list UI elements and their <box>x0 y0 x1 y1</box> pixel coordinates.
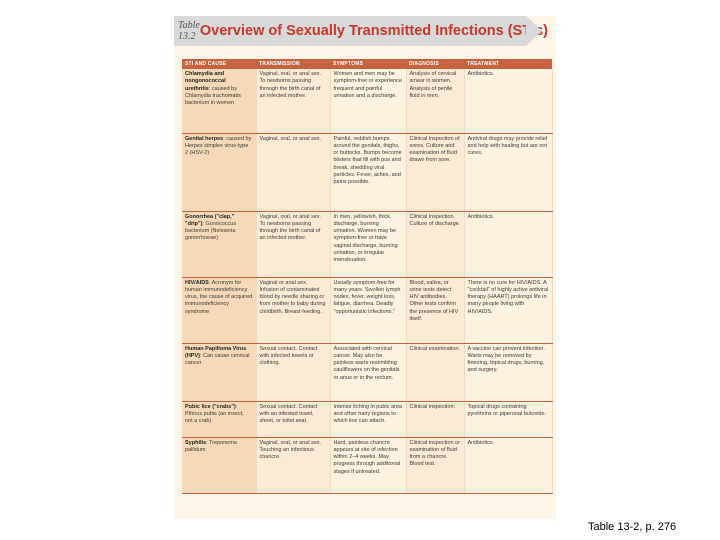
transmission-cell: Vaginal, oral, or anal sex. To newborns passing through the birth canal of an infected mother. <box>256 69 330 133</box>
symptoms-cell: Associated with cervical cancer. May also be painless warts resembling cauliflowers on the genitals or anus or in the rectum. <box>330 343 406 401</box>
diagnosis-cell: Clinical examination. <box>406 343 464 401</box>
treatment-cell: Antibiotics. <box>464 69 552 133</box>
disease-cause: : Treponema pallidum <box>185 439 237 453</box>
diagnosis-cell: Clinical inspection or examination of fluid from a chancre. Blood test. <box>406 437 464 493</box>
symptoms-cell: Painful, reddish bumps around the genitals, thighs, or buttocks. Bumps become blisters that fill with pus and break, shedding viral particles. Fever, aches, and pains possible. <box>330 133 406 211</box>
disease-name: Gonorrhea ("clap," "drip") <box>185 213 235 227</box>
table-header-row <box>182 59 552 69</box>
table-number-label: Table 13.2 <box>178 20 200 42</box>
disease-name: HIV/AIDS <box>185 279 209 286</box>
sti-and-cause-cell <box>182 133 256 211</box>
diagnosis-cell: Analysis of cervical smear in women. Analysis of penile fluid in men. <box>406 69 464 133</box>
disease-name: Chlamydia and nongonococcal urethritis <box>185 71 226 92</box>
column-header-transmission: TRANSMISSION <box>256 59 330 69</box>
diagnosis-cell: Clinical inspection of sores. Culture and examination of fluid drawn from sore. <box>406 133 464 211</box>
table-row <box>182 133 552 211</box>
table-row <box>182 343 552 401</box>
diagnosis-cell: Clinical inspection. <box>406 401 464 437</box>
transmission-cell: Sexual contact. Contact with infected towels or clothing. <box>256 343 330 401</box>
sti-and-cause-cell <box>182 277 256 343</box>
sti-and-cause-cell <box>182 437 256 493</box>
disease-name: Genital herpes <box>185 135 224 142</box>
table-title: Overview of Sexually Transmitted Infections (STIs) <box>199 23 548 39</box>
transmission-cell: Vaginal or anal sex. Infusion of contaminated blood by needle sharing or from mother to baby during childbirth. Breast-feeding. <box>256 277 330 343</box>
textbook-page <box>174 16 556 519</box>
disease-cause: : Gonococcus bacterium (Neisseria gonorrhoeae) <box>185 220 237 242</box>
column-header-symptoms: SYMPTOMS <box>330 59 406 69</box>
treatment-cell: Antiviral drugs may provide relief and help with healing but are not cures. <box>464 133 552 211</box>
table-row <box>182 277 552 343</box>
table-title-bar <box>174 16 548 46</box>
transmission-cell: Vaginal, oral, or anal sex. <box>256 133 330 211</box>
transmission-cell: Vaginal, oral, or anal sex. To newborns passing through the birth canal of an infected mother. <box>256 211 330 277</box>
symptoms-cell: Hard, painless chancre appears at site of infection within 2–4 weeks. May progress through additional stages if untreated. <box>330 437 406 493</box>
disease-name: Syphilis <box>185 439 207 446</box>
disease-cause: : Can cause cervical cancer <box>185 352 250 367</box>
title-arrow-shape <box>526 16 542 46</box>
symptoms-cell: In men, yellowish, thick discharge, burning urination. Women may be symptom-free or have vaginal discharge, burning urination, or irregular menstruation. <box>330 211 406 277</box>
treatment-cell: Topical drugs containing pyrethrins or piperonal butoxide. <box>464 401 552 437</box>
symptoms-cell: Women and men may be symptom-free or experience frequent and painful urination and a discharge. <box>330 69 406 133</box>
disease-name: Pubic lice ("crabs") <box>185 403 236 410</box>
sti-overview-table <box>182 59 553 494</box>
sti-and-cause-cell <box>182 69 256 133</box>
column-header-treatment: TREATMENT <box>464 59 552 69</box>
disease-cause: : caused by Herpes simplex virus-type 2 (HSV-2) <box>185 135 252 157</box>
table-row <box>182 69 552 133</box>
column-header-diagnosis: DIAGNOSIS <box>406 59 464 69</box>
transmission-cell: Vaginal, oral, or anal sex. Touching an infectious chancre. <box>256 437 330 493</box>
disease-name: Human Papilloma Virus (HPV) <box>185 345 247 359</box>
sti-and-cause-cell <box>182 401 256 437</box>
table-row <box>182 437 552 493</box>
sti-and-cause-cell <box>182 343 256 401</box>
figure-caption: Table 13-2, p. 276 <box>588 521 677 533</box>
symptoms-cell: Intense itching in pubic area and other hairy regions to which lice can attach. <box>330 401 406 437</box>
treatment-cell: There is no cure for HIV/AIDS. A "cocktail" of highly active antiviral therapy (HAART) prolongs life in many people living with HIV/AIDS. <box>464 277 552 343</box>
disease-cause: : Acronym for human immunodeficiency virus, the cause of acquired immunodeficiency syndrome <box>185 279 253 315</box>
table-row <box>182 401 552 437</box>
sti-and-cause-cell <box>182 211 256 277</box>
treatment-cell: Antibiotics. <box>464 437 552 493</box>
diagnosis-cell: Blood, saliva, or urine tests detect HIV antibodies. Other tests confirm the presence of HIV itself. <box>406 277 464 343</box>
disease-cause: : caused by Chlamydia trachomatis bacterium in women <box>185 85 241 107</box>
diagnosis-cell: Clinical inspection. Culture of discharge. <box>406 211 464 277</box>
treatment-cell: A vaccine can prevent infection. Warts may be removed by freezing, topical drugs, burning, and surgery. <box>464 343 552 401</box>
treatment-cell: Antibiotics. <box>464 211 552 277</box>
table-row <box>182 211 552 277</box>
transmission-cell: Sexual contact. Contact with an infested towel, sheet, or toilet seat. <box>256 401 330 437</box>
column-header-sti-and-cause: STI AND CAUSE <box>182 59 256 69</box>
symptoms-cell: Usually symptom-free for many years. Swollen lymph nodes, fever, weight loss, fatigue, diarrhea. Deadly "opportunistic infections." <box>330 277 406 343</box>
disease-cause: : Pthirus pubis (an insect, not a crab) <box>185 403 244 425</box>
